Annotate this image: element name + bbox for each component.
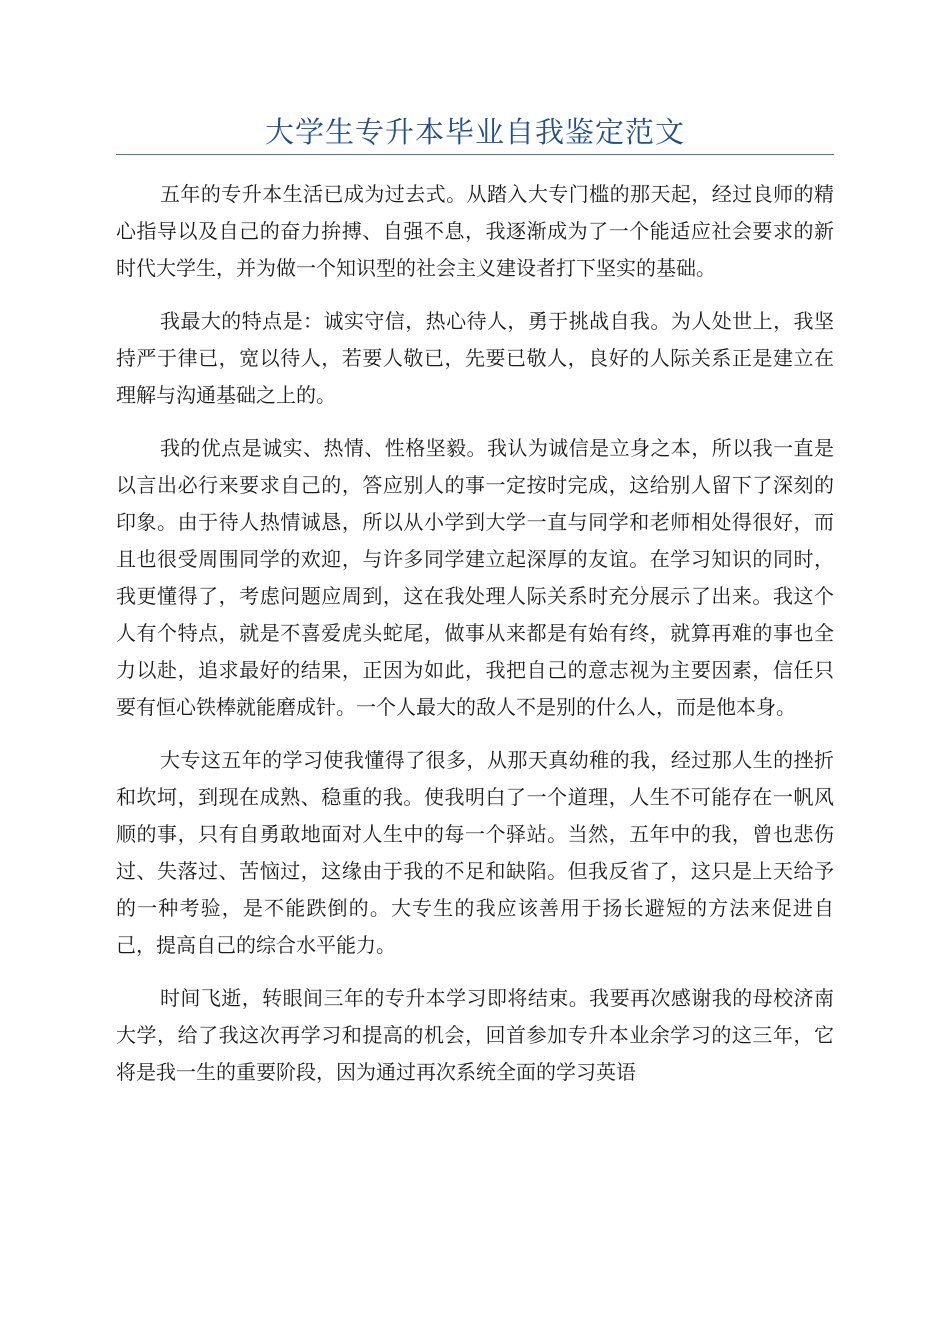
- paragraph-5: 时间飞逝，转眼间三年的专升本学习即将结束。我要再次感谢我的母校济南大学，给了我这次再学习和提高的机会，回首参加专升本业余学习的这三年，它将是我一生的重要阶段，因为通过再次系统全面的学习英语: [116, 986, 834, 1084]
- paragraph-3: 我的优点是诚实、热情、性格坚毅。我认为诚信是立身之本，所以我一直是以言出必行来要求自己的，答应别人的事一定按时完成，这给别人留下了深刻的印象。由于待人热情诚恳，所以从小学到大学一直与同学和老师相处得很好，而且也很受周围同学的欢迎，与许多同学建立起深厚的友谊。在学习知识的同时，我更懂得了，考虑问题应周到，这在我处理人际关系时充分展示了出来。我这个人有个特点，就是不喜爱虎头蛇尾，做事从来都是有始有终，就算再难的事也全力以赴，追求最好的结果，正因为如此，我把自己的意志视为主要因素，信任只要有恒心铁棒就能磨成针。一个人最大的敌人不是别的什么人，而是他本身。: [116, 436, 834, 719]
- paragraph-1: 五年的专升本生活已成为过去式。从踏入大专门槛的那天起，经过良师的精心指导以及自己的奋力拚搏、自强不息，我逐渐成为了一个能适应社会要求的新时代大学生，并为做一个知识型的社会主义建设者打下坚实的基础。: [116, 182, 834, 280]
- paragraph-4: 大专这五年的学习使我懂得了很多，从那天真幼稚的我，经过那人生的挫折和坎坷，到现在成熟、稳重的我。使我明白了一个道理，人生不可能存在一帆风顺的事，只有自勇敢地面对人生中的每一个驿站。当然，五年中的我，曾也悲伤过、失落过、苦恼过，这缘由于我的不足和缺陷。但我反省了，这只是上天给予的一种考验，是不能跌倒的。大专生的我应该善用于扬长避短的方法来促进自己，提高自己的综合水平能力。: [116, 748, 834, 957]
- document-body: [116, 176, 834, 1107]
- paragraph-2: 我最大的特点是：诚实守信，热心待人，勇于挑战自我。为人处世上，我坚持严于律已，宽以待人，若要人敬已，先要已敬人，良好的人际关系正是建立在理解与沟通基础之上的。: [116, 309, 834, 407]
- title-underline: [116, 154, 834, 155]
- document-title: 大学生专升本毕业自我鉴定范文: [264, 115, 685, 149]
